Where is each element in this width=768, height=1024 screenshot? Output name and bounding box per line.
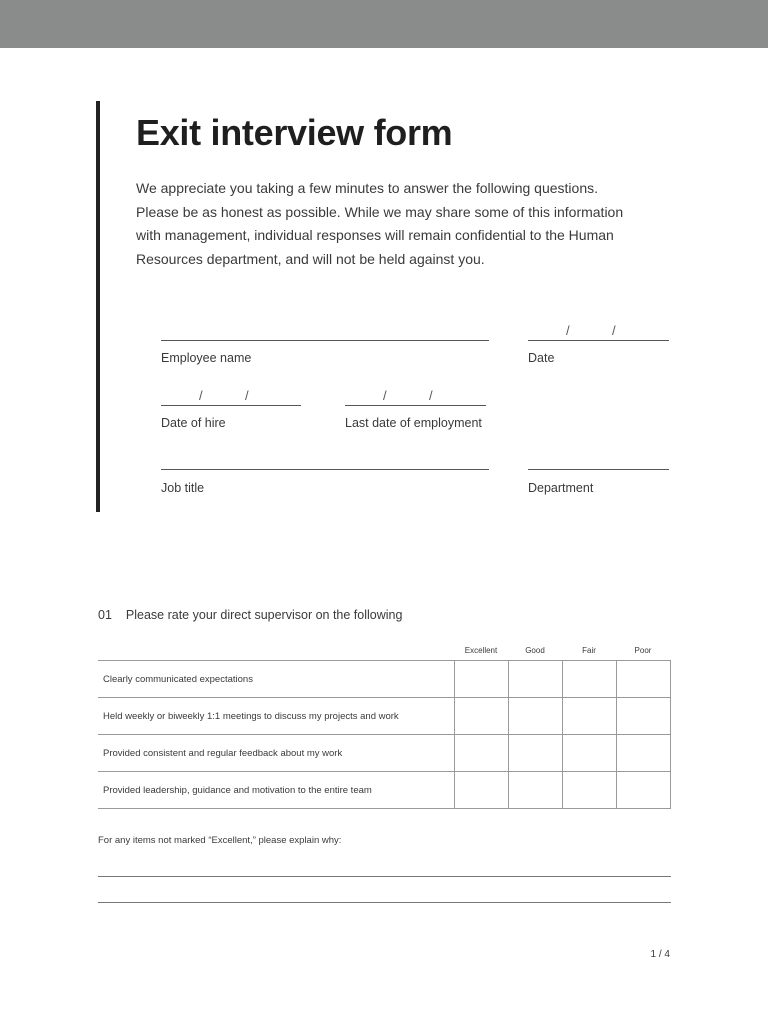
- rating-cell-excellent[interactable]: [455, 772, 509, 809]
- date-field[interactable]: [528, 323, 669, 365]
- last-date-of-employment-field[interactable]: [345, 388, 486, 430]
- question-heading: [98, 608, 402, 622]
- rating-item: Clearly communicated expectations: [98, 661, 455, 698]
- table-row: [98, 698, 671, 735]
- rating-cell-fair[interactable]: [563, 772, 617, 809]
- column-header-poor: Poor: [634, 646, 652, 655]
- rating-item: Provided leadership, guidance and motivation to the entire team: [98, 772, 455, 809]
- employee-name-label: Employee name: [161, 351, 252, 365]
- rating-item: Held weekly or biweekly 1:1 meetings to discuss my projects and work: [98, 698, 455, 735]
- rating-cell-poor[interactable]: [617, 735, 671, 772]
- rating-cell-poor[interactable]: [617, 772, 671, 809]
- rating-cell-good[interactable]: [509, 661, 563, 698]
- employee-name-field[interactable]: [161, 340, 489, 365]
- last-date-of-employment-label: Last date of employment: [345, 416, 482, 430]
- rating-cell-fair[interactable]: [563, 661, 617, 698]
- job-title-line[interactable]: [161, 469, 489, 470]
- column-header-excellent: Excellent: [464, 646, 498, 655]
- date-slash: /: [245, 388, 249, 403]
- table-row: [98, 772, 671, 809]
- department-field[interactable]: [528, 469, 669, 495]
- department-label: Department: [528, 481, 594, 495]
- rating-cell-poor[interactable]: [617, 661, 671, 698]
- last-date-of-employment-line[interactable]: [345, 388, 486, 406]
- date-of-hire-field[interactable]: [161, 388, 301, 430]
- rating-cell-fair[interactable]: [563, 698, 617, 735]
- date-slash: /: [429, 388, 433, 403]
- date-slash: /: [612, 323, 616, 338]
- intro-paragraph: We appreciate you taking a few minutes to answer the following questions. Please be as honest as possible. While we may share some of this information with management, individual responses will remain confidential to the Human Resources department, and will not be held against you.: [136, 180, 624, 267]
- rating-cell-excellent[interactable]: [455, 661, 509, 698]
- date-of-hire-label: Date of hire: [161, 416, 226, 430]
- rating-cell-good[interactable]: [509, 735, 563, 772]
- employee-name-line[interactable]: [161, 340, 489, 341]
- job-title-label: Job title: [161, 481, 205, 495]
- department-line[interactable]: [528, 469, 669, 470]
- column-header-good: Good: [525, 646, 545, 655]
- date-of-hire-line[interactable]: [161, 388, 301, 406]
- job-title-field[interactable]: [161, 469, 489, 495]
- accent-bar: [96, 101, 100, 512]
- explain-prompt: For any items not marked “Excellent,” please explain why:: [98, 835, 342, 846]
- top-bar: [0, 0, 768, 48]
- rating-cell-excellent[interactable]: [455, 735, 509, 772]
- date-line[interactable]: [528, 323, 669, 341]
- form-title: Exit interview form: [136, 112, 453, 153]
- table-row: [98, 661, 671, 698]
- date-slash: /: [383, 388, 387, 403]
- rating-cell-good[interactable]: [509, 698, 563, 735]
- explain-answer-line[interactable]: [98, 876, 671, 877]
- rating-item: Provided consistent and regular feedback about my work: [98, 735, 455, 772]
- date-slash: /: [199, 388, 203, 403]
- rating-cell-good[interactable]: [509, 772, 563, 809]
- date-slash: /: [566, 323, 570, 338]
- table-row: [98, 735, 671, 772]
- column-header-fair: Fair: [582, 646, 596, 655]
- date-label: Date: [528, 351, 555, 365]
- rating-table: [98, 660, 671, 809]
- explain-answer-line[interactable]: [98, 902, 671, 903]
- rating-cell-poor[interactable]: [617, 698, 671, 735]
- question-number: 01: [98, 608, 112, 622]
- rating-cell-excellent[interactable]: [455, 698, 509, 735]
- page-indicator: 1 / 4: [650, 949, 670, 960]
- rating-cell-fair[interactable]: [563, 735, 617, 772]
- question-text: Please rate your direct supervisor on the following: [125, 608, 403, 622]
